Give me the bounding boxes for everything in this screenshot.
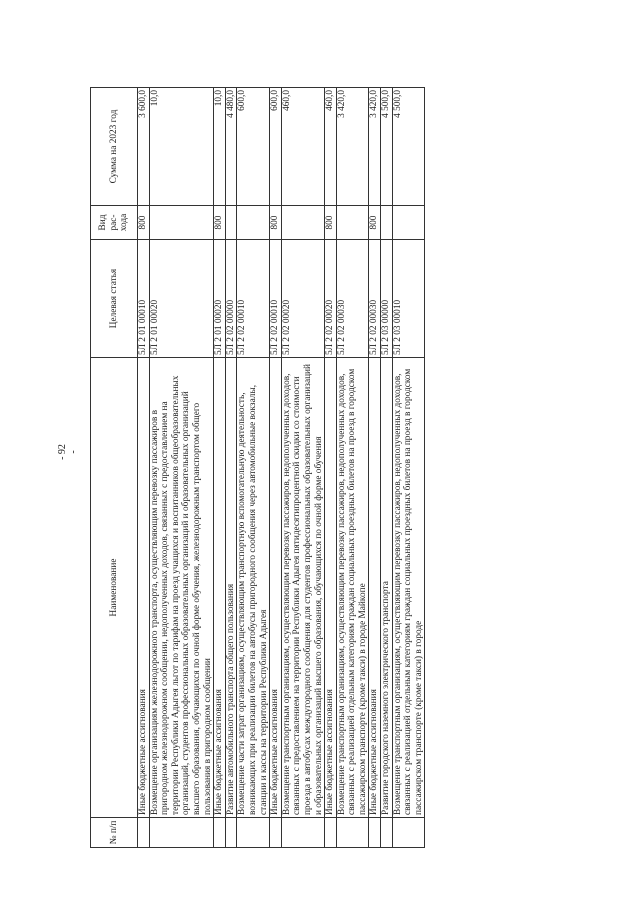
table-row <box>369 88 381 848</box>
row-expense-type-cell: 800 <box>214 206 226 240</box>
row-sum-cell: 4 480,0 <box>225 88 237 206</box>
row-sum-cell: 10,0 <box>214 88 226 206</box>
table-row <box>138 88 150 848</box>
row-name-cell: Возмещение организациям железнодорожного транспорта, осуществляющим перевозку пассажиров в пригородном железнодорожном сообщении, недополученных доходов, связанных с предоставлением на территории Республики Адыгея льгот по тарифам на проезд учащихся и воспитанников общеобразовательных организаций, студентов профессиональных образовательных организаций и образовательных организаций высшего образования, обучающихся по очной форме обучения, железнодорожным транспортом общего пользования в пригородном сообщении <box>149 358 214 818</box>
row-target-article-cell: 5Л 2 01 00010 <box>138 240 150 358</box>
table-row <box>270 88 282 848</box>
budget-table-container <box>90 88 520 848</box>
row-expense-type-cell <box>392 206 425 240</box>
row-name-cell: Возмещение транспортным организациям, осуществляющим перевозку пассажиров, недополученных доходов, связанных с реализацией отдельным категориям граждан социальных проездных билетов на проезд в городском пассажирском транспорте (кроме такси) в городе Майкопе <box>336 358 369 818</box>
table-row <box>214 88 226 848</box>
table-row <box>281 88 324 848</box>
row-target-article-cell: 5Л 2 02 00020 <box>281 240 324 358</box>
table-row <box>325 88 337 848</box>
row-number-cell <box>392 818 425 848</box>
row-sum-cell: 600,0 <box>270 88 282 206</box>
row-number-cell <box>138 818 150 848</box>
row-name-cell: Возмещение части затрат организациям, осуществляющим транспортную вспомогательную деятельность, возникающих при реализации билетов на автобусы пригородного сообщения через автомобильные вокзалы, станции и кассы на территории Республики Адыгея <box>237 358 270 818</box>
row-sum-cell: 3 420,0 <box>369 88 381 206</box>
table-row <box>381 88 393 848</box>
row-expense-type-cell: 800 <box>325 206 337 240</box>
row-number-cell <box>281 818 324 848</box>
row-target-article-cell: 5Л 2 02 00030 <box>369 240 381 358</box>
row-expense-type-cell <box>281 206 324 240</box>
row-name-cell: Иные бюджетные ассигнования <box>214 358 226 818</box>
row-target-article-cell: 5Л 2 02 00030 <box>336 240 369 358</box>
row-target-article-cell: 5Л 2 03 00010 <box>392 240 425 358</box>
row-number-cell <box>270 818 282 848</box>
row-expense-type-cell <box>381 206 393 240</box>
row-expense-type-cell: 800 <box>270 206 282 240</box>
table-row <box>225 88 237 848</box>
row-sum-cell: 3 600,0 <box>138 88 150 206</box>
row-name-cell: Развитие автомобильного транспорта общего пользования <box>225 358 237 818</box>
row-target-article-cell: 5Л 2 02 00010 <box>270 240 282 358</box>
header-target-article: Целевая статья <box>91 240 138 358</box>
table-row <box>149 88 214 848</box>
row-expense-type-cell <box>149 206 214 240</box>
row-expense-type-cell <box>237 206 270 240</box>
row-target-article-cell: 5Л 2 01 00020 <box>149 240 214 358</box>
row-target-article-cell: 5Л 2 02 00000 <box>225 240 237 358</box>
row-expense-type-cell <box>336 206 369 240</box>
budget-table <box>90 87 425 848</box>
row-name-cell: Развитие городского наземного электрического транспорта <box>381 358 393 818</box>
table-row <box>237 88 270 848</box>
row-sum-cell: 4 500,0 <box>381 88 393 206</box>
row-number-cell <box>369 818 381 848</box>
row-name-cell: Иные бюджетные ассигнования <box>325 358 337 818</box>
row-name-cell: Иные бюджетные ассигнования <box>138 358 150 818</box>
table-row <box>392 88 425 848</box>
row-number-cell <box>381 818 393 848</box>
header-name: Наименование <box>91 358 138 818</box>
table-header-row <box>91 88 138 848</box>
row-sum-cell: 460,0 <box>281 88 324 206</box>
row-sum-cell: 4 500,0 <box>392 88 425 206</box>
row-number-cell <box>325 818 337 848</box>
row-sum-cell: 3 420,0 <box>336 88 369 206</box>
header-sum-2023: Сумма на 2023 год <box>91 88 138 206</box>
row-name-cell: Возмещение транспортным организациям, осуществляющим перевозку пассажиров, недополученных доходов, связанных с предоставлением на территории Республики Адыгея пятидесятипроцентной скидки со стоимости проезда в автобусах междугородного сообщения для студентов профессиональных образовательных организаций и образовательных организаций высшего образования, обучающихся по очной форме обучения <box>281 358 324 818</box>
row-number-cell <box>336 818 369 848</box>
row-expense-type-cell: 800 <box>138 206 150 240</box>
row-number-cell <box>214 818 226 848</box>
row-sum-cell: 600,0 <box>237 88 270 206</box>
table-row <box>336 88 369 848</box>
row-number-cell <box>237 818 270 848</box>
header-number: № п/п <box>91 818 138 848</box>
row-name-cell: Иные бюджетные ассигнования <box>369 358 381 818</box>
row-sum-cell: 460,0 <box>325 88 337 206</box>
row-target-article-cell: 5Л 2 02 00020 <box>325 240 337 358</box>
row-target-article-cell: 5Л 2 02 00010 <box>237 240 270 358</box>
row-target-article-cell: 5Л 2 01 00020 <box>214 240 226 358</box>
row-expense-type-cell: 800 <box>369 206 381 240</box>
table-body <box>138 88 425 848</box>
page-number: - 92 - <box>57 444 79 460</box>
row-expense-type-cell <box>225 206 237 240</box>
row-sum-cell: 10,0 <box>149 88 214 206</box>
row-name-cell: Иные бюджетные ассигнования <box>270 358 282 818</box>
row-name-cell: Возмещение транспортным организациям, осуществляющим перевозку пассажиров, недополученных доходов, связанных с реализацией отдельным категориям граждан социальных проездных билетов на проезд в городском пассажирском транспорте (кроме такси) в городе <box>392 358 425 818</box>
header-expense-type: Вид рас- хода <box>91 206 138 240</box>
row-number-cell <box>149 818 214 848</box>
row-number-cell <box>225 818 237 848</box>
row-target-article-cell: 5Л 2 03 00000 <box>381 240 393 358</box>
